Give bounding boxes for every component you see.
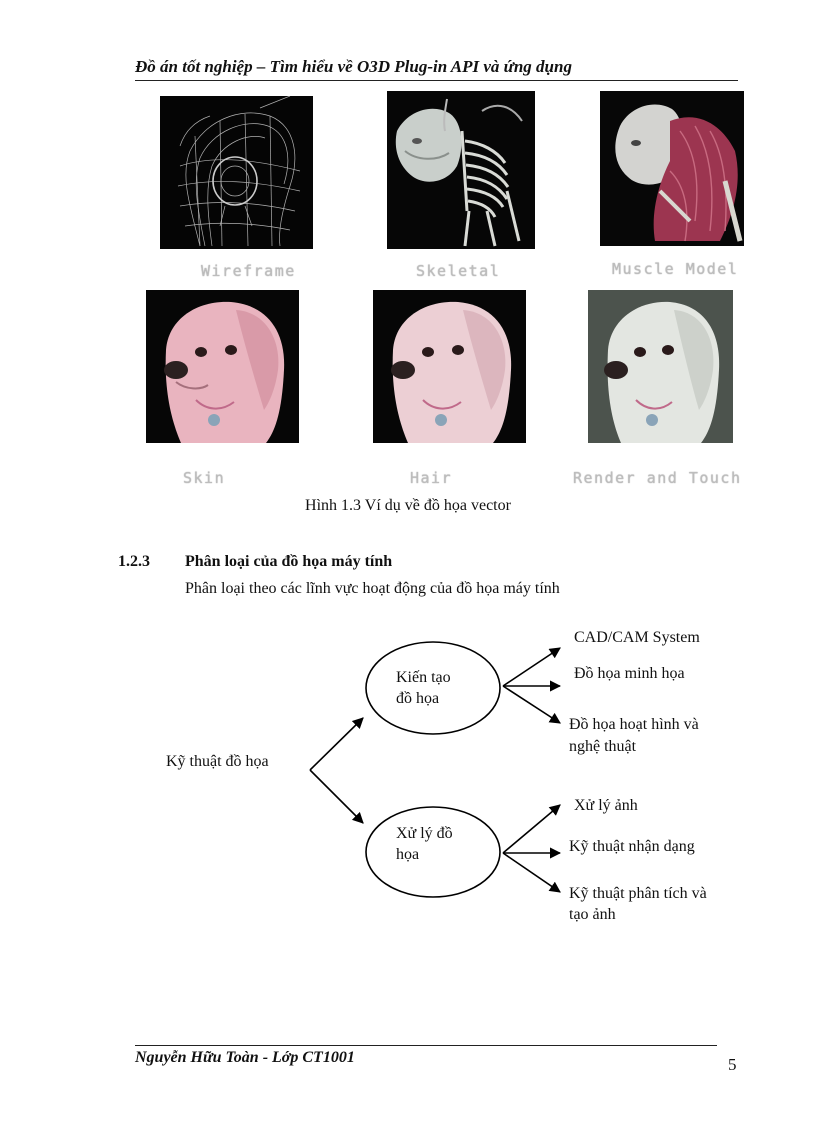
leaf-illus: Đồ họa minh họa bbox=[574, 665, 685, 682]
label-skeletal: Skeletal bbox=[416, 262, 501, 280]
label-muscle: Muscle Model bbox=[612, 260, 739, 278]
skeletal-image bbox=[387, 91, 535, 249]
root-arrow-up bbox=[310, 718, 363, 770]
label-wireframe: Wireframe bbox=[201, 262, 296, 280]
hair-image bbox=[373, 290, 526, 443]
node-bottom-line2: họa bbox=[396, 846, 420, 863]
leaf-analysis-line1: Kỹ thuật phân tích và bbox=[569, 885, 707, 902]
section-title: Phân loại của đồ họa máy tính bbox=[185, 553, 393, 570]
page-number: 5 bbox=[728, 1055, 737, 1074]
running-header: Đồ án tốt nghiệp – Tìm hiểu về O3D Plug-in API và ứng dụng bbox=[135, 57, 572, 76]
footer-author: Nguyễn Hữu Toàn - Lớp CT1001 bbox=[135, 1049, 355, 1066]
root-label: Kỹ thuật đồ họa bbox=[166, 753, 269, 770]
label-hair: Hair bbox=[410, 469, 453, 487]
leaf-anim-line2: nghệ thuật bbox=[569, 738, 637, 755]
node-top-line1: Kiến tạo bbox=[396, 669, 451, 686]
leaf-cad: CAD/CAM System bbox=[574, 629, 700, 646]
label-render: Render and Touch bbox=[573, 469, 742, 487]
section-number: 1.2.3 bbox=[118, 553, 150, 570]
header-rule bbox=[135, 80, 738, 81]
node-bottom-ellipse bbox=[366, 807, 500, 897]
node-bottom-line1: Xử lý đồ bbox=[396, 825, 453, 842]
skin-image bbox=[146, 290, 299, 443]
leaf-image: Xử lý ảnh bbox=[574, 797, 638, 814]
top-arrow-cad bbox=[503, 648, 560, 686]
leaf-recog: Kỹ thuật nhận dạng bbox=[569, 838, 695, 855]
wireframe-image bbox=[160, 96, 313, 249]
root-arrow-down bbox=[310, 770, 363, 823]
top-arrow-anim bbox=[503, 686, 560, 723]
section-subtitle: Phân loại theo các lĩnh vực hoạt động của đồ họa máy tính bbox=[185, 580, 560, 597]
figure-caption: Hình 1.3 Ví dụ về đồ họa vector bbox=[305, 497, 511, 514]
muscle-image bbox=[600, 91, 744, 246]
render-image bbox=[588, 290, 733, 443]
footer-rule bbox=[135, 1045, 717, 1046]
label-skin: Skin bbox=[183, 469, 226, 487]
bottom-arrow-analysis bbox=[503, 853, 560, 892]
bottom-arrow-image bbox=[503, 805, 560, 853]
leaf-anim-line1: Đồ họa hoạt hình và bbox=[569, 716, 699, 733]
leaf-analysis-line2: tạo ảnh bbox=[569, 906, 616, 923]
node-top-line2: đồ họa bbox=[396, 690, 440, 707]
